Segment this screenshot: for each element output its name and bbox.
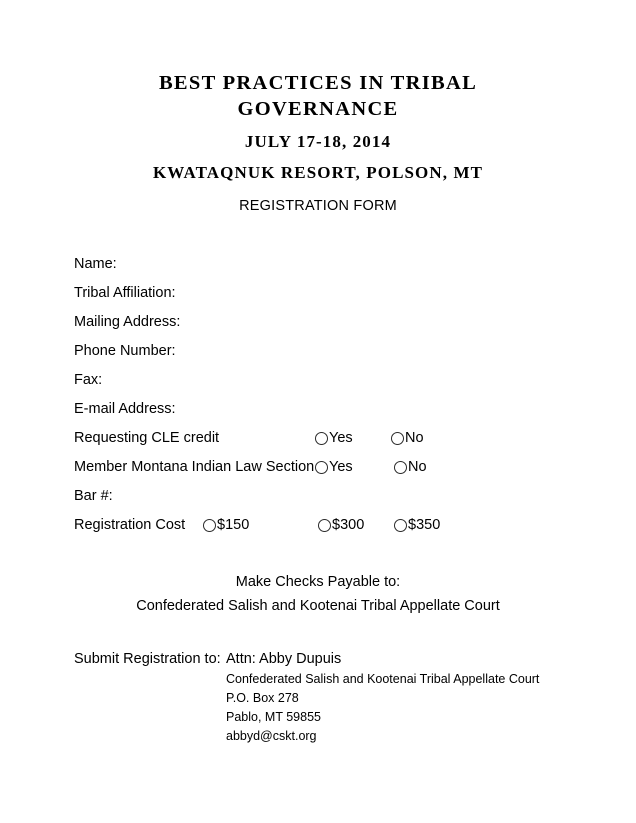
- radio-option-member-yes[interactable]: [315, 453, 353, 482]
- field-row-bar-number: [74, 482, 636, 511]
- radio-circle-icon[interactable]: [394, 519, 407, 532]
- field-row-cle-credit: [74, 424, 636, 453]
- submit-organization: Confederated Salish and Kootenai Tribal Appellate Court: [226, 672, 540, 686]
- form-subtitle: REGISTRATION FORM: [239, 198, 397, 214]
- label-bar-number: Bar #:: [74, 488, 113, 504]
- checks-payable-block: [0, 570, 636, 618]
- radio-circle-icon[interactable]: [394, 461, 407, 474]
- label-name: Name:: [74, 256, 117, 272]
- radio-label-cost-150: $150: [217, 517, 250, 533]
- label-mailing-address: Mailing Address:: [74, 314, 181, 330]
- title-line-2: GOVERNANCE: [237, 98, 399, 120]
- submit-po-box: P.O. Box 278: [226, 691, 299, 705]
- radio-label-cost-350: $350: [408, 517, 441, 533]
- radio-option-cost-150[interactable]: [203, 511, 249, 540]
- field-row-tribal-affiliation: [74, 279, 636, 308]
- radio-circle-icon[interactable]: [318, 519, 331, 532]
- field-row-name: [74, 250, 636, 279]
- event-date: JULY 17-18, 2014: [244, 132, 392, 151]
- page-title: [0, 70, 636, 122]
- radio-option-cost-300[interactable]: [318, 511, 364, 540]
- label-fax: Fax:: [74, 372, 103, 388]
- label-tribal-affiliation: Tribal Affiliation:: [74, 285, 176, 301]
- label-montana-indian-law-section: Member Montana Indian Law Section: [74, 459, 315, 475]
- event-venue: KWATAQNUK RESORT, POLSON, MT: [152, 163, 484, 182]
- submit-row: [74, 648, 636, 746]
- title-line-1: BEST PRACTICES IN TRIBAL: [158, 72, 478, 94]
- submit-registration-label: Submit Registration to:: [74, 651, 221, 667]
- label-email-address: E-mail Address:: [74, 401, 176, 417]
- radio-label-member-no: No: [408, 459, 427, 475]
- label-phone-number: Phone Number:: [74, 343, 176, 359]
- radio-circle-icon[interactable]: [315, 432, 328, 445]
- radio-label-cost-300: $300: [332, 517, 365, 533]
- radio-label-cle-no: No: [405, 430, 424, 446]
- field-row-email-address: [74, 395, 636, 424]
- document-header: [0, 70, 636, 214]
- radio-option-cle-yes[interactable]: [315, 424, 353, 453]
- field-row-registration-cost: [74, 511, 636, 540]
- radio-option-member-no[interactable]: [394, 453, 427, 482]
- submit-attn: Attn: Abby Dupuis: [226, 651, 342, 667]
- label-cle-credit: Requesting CLE credit: [74, 430, 220, 446]
- radio-circle-icon[interactable]: [391, 432, 404, 445]
- field-row-mailing-address: [74, 308, 636, 337]
- field-row-phone-number: [74, 337, 636, 366]
- checks-payable-payee: Confederated Salish and Kootenai Tribal Appellate Court: [136, 598, 500, 614]
- form-fields: [0, 250, 636, 540]
- radio-circle-icon[interactable]: [315, 461, 328, 474]
- radio-label-member-yes: Yes: [329, 459, 353, 475]
- field-row-fax: [74, 366, 636, 395]
- submit-email: abbyd@cskt.org: [226, 729, 317, 743]
- radio-circle-icon[interactable]: [203, 519, 216, 532]
- radio-label-cle-yes: Yes: [329, 430, 353, 446]
- submit-address-lines: [226, 648, 636, 746]
- label-registration-cost: Registration Cost: [74, 517, 186, 533]
- field-row-montana-indian-law-section: [74, 453, 636, 482]
- radio-option-cle-no[interactable]: [391, 424, 424, 453]
- submit-registration-block: [0, 648, 636, 746]
- submit-city-state-zip: Pablo, MT 59855: [226, 710, 321, 724]
- radio-option-cost-350[interactable]: [394, 511, 440, 540]
- checks-payable-heading: Make Checks Payable to:: [235, 574, 401, 590]
